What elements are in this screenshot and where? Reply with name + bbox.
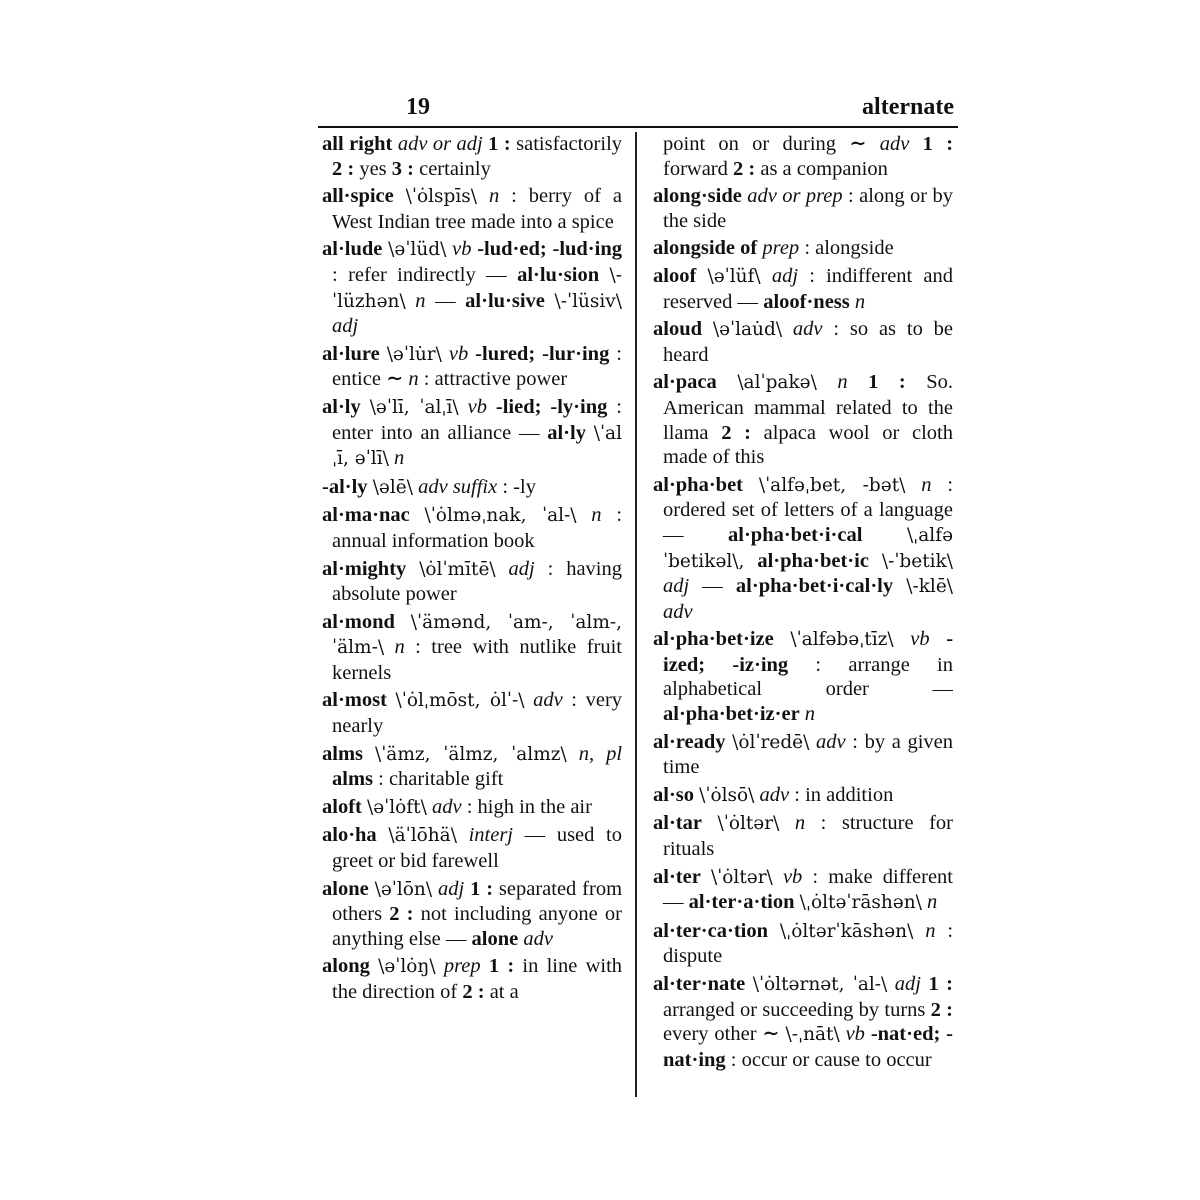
part-of-speech: adv (663, 600, 693, 623)
dictionary-entry (322, 237, 622, 338)
dictionary-entry (322, 688, 622, 738)
definition-text (457, 824, 469, 846)
pronunciation: \əˈlī, ˈalˌī\ (369, 396, 459, 418)
definition-text (380, 343, 387, 365)
dictionary-entry (653, 264, 953, 314)
bold-text: al·lu·sive (465, 289, 545, 312)
dictionary-entry (653, 730, 953, 780)
definition-text: forward (663, 157, 734, 180)
definition-text: every other (663, 1023, 763, 1046)
pronunciation: \ˈȯltər\ (710, 866, 773, 888)
bold-text: 2 : (462, 981, 485, 1003)
definition-text (586, 422, 594, 444)
bold-text: ∼ (849, 133, 867, 155)
dictionary-entry (322, 132, 622, 181)
definition-text (744, 550, 757, 572)
definition-text (743, 474, 759, 496)
definition-text (370, 955, 378, 977)
bold-text: 2 : (389, 903, 414, 926)
definition-text: separated from others (332, 877, 622, 926)
definition-text: : tree with nutlike fruit kernels (332, 636, 622, 684)
definition-text: : high in the air (461, 795, 592, 818)
bold-text: -lied; -ly·ing (495, 395, 608, 418)
definition-text (894, 628, 911, 650)
pronunciation: \ȯlˈredē\ (732, 731, 810, 753)
definition-text (410, 504, 425, 526)
headword: alms (322, 742, 363, 765)
definition-text (702, 812, 718, 834)
dictionary-entry (653, 783, 953, 809)
definition-text (905, 474, 921, 496)
bold-text: 1 : (922, 133, 953, 155)
dictionary-entry (653, 236, 953, 261)
part-of-speech: n (921, 473, 932, 496)
dictionary-entry (653, 370, 953, 469)
bold-text: 1 : (488, 133, 511, 155)
bold-text: alone (471, 927, 519, 950)
definition-text: So. American mammal related to the llama (663, 371, 953, 444)
bold-text: 2 : (733, 157, 756, 180)
bold-text: al·pha·bet·i·cal (728, 523, 863, 546)
definition-text (867, 133, 880, 155)
definition-text (406, 290, 416, 312)
bold-text: 2 : (721, 421, 751, 444)
definition-text (696, 265, 707, 287)
part-of-speech: n (394, 636, 405, 659)
part-of-speech: prep (762, 237, 800, 260)
definition-text: alpaca wool or cloth made of this (663, 421, 953, 469)
headword: -al·ly (322, 475, 368, 498)
definition-text: as a companion (755, 157, 888, 180)
part-of-speech: adj (332, 315, 359, 338)
definition-text: : dispute (663, 919, 953, 968)
definition-text (384, 636, 394, 658)
pronunciation: \əˈlau̇d\ (712, 319, 783, 341)
definition-text (773, 866, 783, 888)
guide-word: alternate (862, 94, 954, 120)
definition-text (481, 955, 489, 977)
dictionary-page (318, 92, 958, 1112)
part-of-speech: n (837, 371, 848, 394)
part-of-speech: vb (448, 342, 469, 365)
dictionary-entry (322, 342, 622, 392)
pronunciation: \-ˌnāt\ (785, 1024, 840, 1046)
definition-text: : enter into an alliance — (332, 395, 622, 444)
definition-text: : along or by the side (663, 185, 953, 232)
pronunciation: \ˈämənd, ˈam-, ˈalm-, ˈälm-\ (332, 611, 622, 659)
definition-text (869, 550, 882, 572)
bold-text: 1 : (868, 371, 906, 394)
pronunciation: \äˈlōhä\ (388, 825, 457, 847)
headword: al·paca (653, 371, 717, 394)
definition-text: : entice (332, 342, 622, 391)
part-of-speech: n (804, 703, 816, 726)
definition-text: : charitable gift (373, 768, 504, 791)
headword: aloft (322, 795, 362, 818)
part-of-speech: n (794, 812, 806, 835)
dictionary-entry (653, 132, 953, 181)
bold-text: -nat·ed; -nat·ing (663, 1023, 953, 1071)
pronunciation: \ˈȯltər\ (717, 813, 780, 835)
header-rule (318, 126, 958, 128)
dictionary-entry (322, 877, 622, 952)
definition-text: : make different — (663, 865, 953, 914)
definition-text (377, 824, 389, 846)
headword: al·pha·bet·ize (653, 628, 774, 651)
pronunciation: \əˈlȯft\ (366, 796, 427, 818)
bold-text: 1 : (928, 973, 953, 995)
definition-text: : annual information book (332, 504, 622, 552)
definition-text (394, 185, 406, 207)
dictionary-entry (653, 317, 953, 367)
headword: al·lude (322, 238, 383, 261)
dictionary-entry (653, 627, 953, 726)
pronunciation: \ˈȯlspīs\ (405, 186, 478, 208)
pronunciation: \ˈalfəˌbet, -bət\ (758, 474, 906, 496)
pronunciation: \əˈlüd\ (388, 239, 447, 261)
bold-text: 2 : (930, 998, 953, 1021)
pronunciation: \alˈpakə\ (737, 372, 817, 394)
definition-text: satisfactorily (510, 133, 622, 155)
bold-text: 2 : (332, 157, 355, 180)
dictionary-entry (653, 811, 953, 861)
definition-text: : arrange in alphabetical order — (663, 653, 953, 701)
pronunciation: \-ˈbetik\ (881, 550, 953, 572)
definition-text (893, 575, 906, 597)
bold-text: 1 : (488, 955, 515, 978)
pronunciation: \ˌȯltərˈkāshən\ (779, 920, 914, 942)
part-of-speech: adv (879, 133, 910, 155)
headword: al·ma·nac (322, 504, 410, 527)
bold-text: al·pha·bet·i·cal·ly (735, 575, 894, 598)
definition-text (717, 371, 738, 393)
definition-text: : having absolute power (332, 557, 622, 606)
definition-text: : in addition (789, 783, 894, 806)
bold-text: -ized; -iz·ing (663, 628, 953, 676)
dictionary-entry (322, 610, 622, 686)
headword: alone (322, 877, 369, 900)
definition-text: : refer indirectly — (332, 263, 518, 286)
headword: al·most (322, 689, 387, 712)
definition-text (701, 866, 711, 888)
definition-text (361, 396, 370, 418)
definition-text (363, 743, 375, 765)
headword: al·mighty (322, 557, 407, 580)
pronunciation: \əˈlüf\ (707, 265, 761, 287)
definition-text: : alongside (799, 237, 894, 260)
bold-text: al·pha·bet·ic (757, 549, 869, 572)
part-of-speech: adv or adj (397, 133, 483, 155)
headword: al·tar (653, 812, 702, 835)
part-of-speech: vb (452, 238, 472, 261)
definition-text (768, 920, 780, 942)
definition-text (848, 371, 869, 393)
bold-text: al·pha·bet·iz·er (663, 703, 800, 726)
headword: along (322, 955, 370, 978)
definition-text: — (689, 575, 736, 598)
headword: along·side (653, 185, 742, 208)
headword: aloof (653, 264, 697, 287)
part-of-speech: adv (533, 689, 563, 712)
definition-text (779, 812, 795, 834)
definition-text (599, 264, 609, 286)
part-of-speech: adj (771, 264, 799, 287)
headword: al·ready (653, 730, 726, 753)
definition-text: : -ly (497, 475, 536, 498)
definition-text: point on or during (663, 133, 850, 155)
part-of-speech: adj (508, 557, 535, 580)
pronunciation: \ȯlˈmītē\ (419, 558, 496, 580)
bold-text: ∼ (386, 368, 404, 391)
bold-text: 1 : (470, 877, 494, 900)
bold-text: al·ly (547, 421, 586, 444)
headword: al·pha·bet (653, 473, 743, 496)
dictionary-entry (322, 823, 622, 873)
dictionary-entry (653, 473, 953, 625)
part-of-speech: n (925, 919, 936, 942)
headword: al·ter·ca·tion (653, 919, 769, 942)
part-of-speech: adj (894, 973, 921, 995)
definition-text: — (425, 289, 466, 312)
part-of-speech: n (927, 891, 938, 914)
headword: al·ter·nate (653, 973, 746, 995)
pronunciation: \ˈalˌī, əˈlī\ (332, 422, 622, 470)
definition-text (761, 265, 772, 287)
definition-text: : attractive power (418, 368, 568, 391)
part-of-speech: n (854, 290, 866, 313)
definition-text (477, 185, 489, 207)
part-of-speech: prep (443, 955, 481, 978)
bold-text: -lud·ed; -lud·ing (477, 238, 622, 261)
definition-text: : structure for rituals (663, 812, 953, 861)
part-of-speech: adv (523, 927, 553, 950)
part-of-speech: n (488, 185, 500, 208)
definition-text: yes (354, 157, 392, 180)
headword: all·spice (322, 185, 394, 208)
definition-text (909, 133, 922, 155)
pronunciation: \əlē\ (372, 476, 413, 498)
pronunciation: \ˈȯlsō\ (699, 784, 755, 806)
dictionary-entry (322, 475, 622, 501)
part-of-speech: vb (910, 628, 930, 651)
definition-text (524, 689, 533, 711)
definition-text (387, 689, 396, 711)
page-header (318, 92, 958, 126)
definition-text (567, 743, 579, 765)
headword: al·ly (322, 395, 361, 418)
definition-text: : occur or cause to occur (725, 1048, 932, 1071)
definition-text: : by a given time (663, 730, 953, 779)
headword: al·mond (322, 610, 395, 633)
part-of-speech: n (408, 368, 419, 391)
part-of-speech: vb (782, 865, 803, 888)
headword: alongside of (653, 237, 758, 260)
bold-text: alms (332, 768, 373, 791)
part-of-speech: adj (663, 575, 690, 598)
part-of-speech: adj (437, 877, 465, 900)
dictionary-entry (322, 395, 622, 472)
bold-text: -lured; -lur·ing (475, 342, 610, 365)
definition-text: : berry of a West Indian tree made into a spice (332, 185, 622, 233)
bold-text: 3 : (391, 157, 414, 180)
dictionary-entry (322, 795, 622, 821)
pronunciation: \-ˈlüsiv\ (554, 290, 622, 312)
headword: al·ter (653, 865, 701, 888)
definition-text (862, 524, 907, 546)
part-of-speech: adv (816, 730, 846, 753)
definition-text: — used to greet or bid farewell (332, 824, 622, 873)
definition-text (487, 396, 496, 418)
pronunciation: \ˌalfəˈbetikəl\, (663, 524, 953, 572)
dictionary-entry (322, 557, 622, 607)
dictionary-entry (653, 972, 953, 1072)
pronunciation: \əˈlȯŋ\ (378, 956, 436, 978)
page-number: 19 (406, 94, 430, 120)
definition-text (887, 973, 894, 995)
pronunciation: \əˈlu̇r\ (386, 343, 442, 365)
dictionary-entry (322, 954, 622, 1004)
part-of-speech: n, pl (578, 742, 622, 765)
definition-text (545, 290, 555, 312)
definition-text: : indifferent and reserved — (663, 264, 953, 313)
headword: aloud (653, 318, 702, 341)
pronunciation: \ˈalfəbəˌtīz\ (790, 629, 894, 651)
pronunciation: \-klē\ (906, 576, 953, 598)
part-of-speech: n (591, 504, 602, 527)
pronunciation: \ˌȯltəˈrāshən\ (799, 892, 922, 914)
headword: al·lure (322, 342, 380, 365)
left-column (322, 132, 622, 1107)
dictionary-entry (653, 865, 953, 916)
definition-text: at a (484, 981, 519, 1003)
definition-text (459, 396, 468, 418)
bold-text: al·lu·sion (517, 263, 600, 286)
dictionary-entry (322, 503, 622, 553)
definition-text (442, 343, 449, 365)
headword: al·so (653, 783, 695, 806)
definition-text: : so as to be heard (663, 318, 953, 366)
definition-text: in line with the direction of (332, 955, 622, 1003)
pronunciation: \-ˈlüzhən\ (332, 264, 622, 312)
pronunciation: \ˈȯltərnət, ˈal-\ (752, 974, 888, 995)
definition-text (913, 920, 925, 942)
definition-text: : very nearly (332, 689, 622, 738)
headword: all right (322, 133, 393, 155)
headword: alo·ha (322, 824, 377, 847)
dictionary-entry (653, 919, 953, 969)
definition-text (817, 371, 838, 393)
definition-text (745, 973, 752, 995)
definition-text (577, 504, 592, 526)
pronunciation: \əˈlōn\ (374, 878, 433, 900)
definition-text (782, 318, 793, 340)
dictionary-entry (322, 184, 622, 234)
part-of-speech: vb (467, 395, 487, 418)
part-of-speech: vb (845, 1023, 865, 1046)
part-of-speech: adv (431, 795, 462, 818)
bold-text: al·ter·a·tion (688, 891, 795, 914)
part-of-speech: interj (468, 824, 514, 847)
column-divider (635, 132, 637, 1097)
definition-text (809, 731, 816, 753)
pronunciation: \ˈämz, ˈälmz, ˈalmz\ (374, 743, 567, 765)
dictionary-entry (653, 184, 953, 233)
bold-text: aloof·ness (763, 290, 850, 313)
bold-text: ∼ (762, 1023, 780, 1046)
part-of-speech: n (415, 289, 426, 312)
definition-text: not including anyone or anything else — (332, 903, 622, 950)
definition-text: : ordered set of letters of a language — (663, 473, 953, 546)
definition-text (436, 955, 444, 977)
definition-text (702, 318, 713, 340)
pronunciation: \ˈȯlˌmōst, ȯlˈ-\ (395, 690, 525, 712)
part-of-speech: adv suffix (418, 475, 498, 498)
part-of-speech: adv (759, 783, 790, 806)
part-of-speech: adv or prep (747, 185, 843, 208)
definition-text (496, 558, 509, 580)
right-column (653, 132, 953, 1107)
definition-text: certainly (413, 157, 491, 180)
dictionary-entry (322, 742, 622, 792)
definition-text (395, 611, 411, 633)
definition-text (774, 628, 791, 650)
definition-text: arranged or succeeding by turns (663, 998, 931, 1021)
pronunciation: \ˈȯlməˌnak, ˈal-\ (424, 505, 577, 527)
part-of-speech: n (394, 447, 405, 470)
definition-text (930, 628, 947, 650)
definition-text (406, 558, 419, 580)
part-of-speech: adv (792, 318, 823, 341)
